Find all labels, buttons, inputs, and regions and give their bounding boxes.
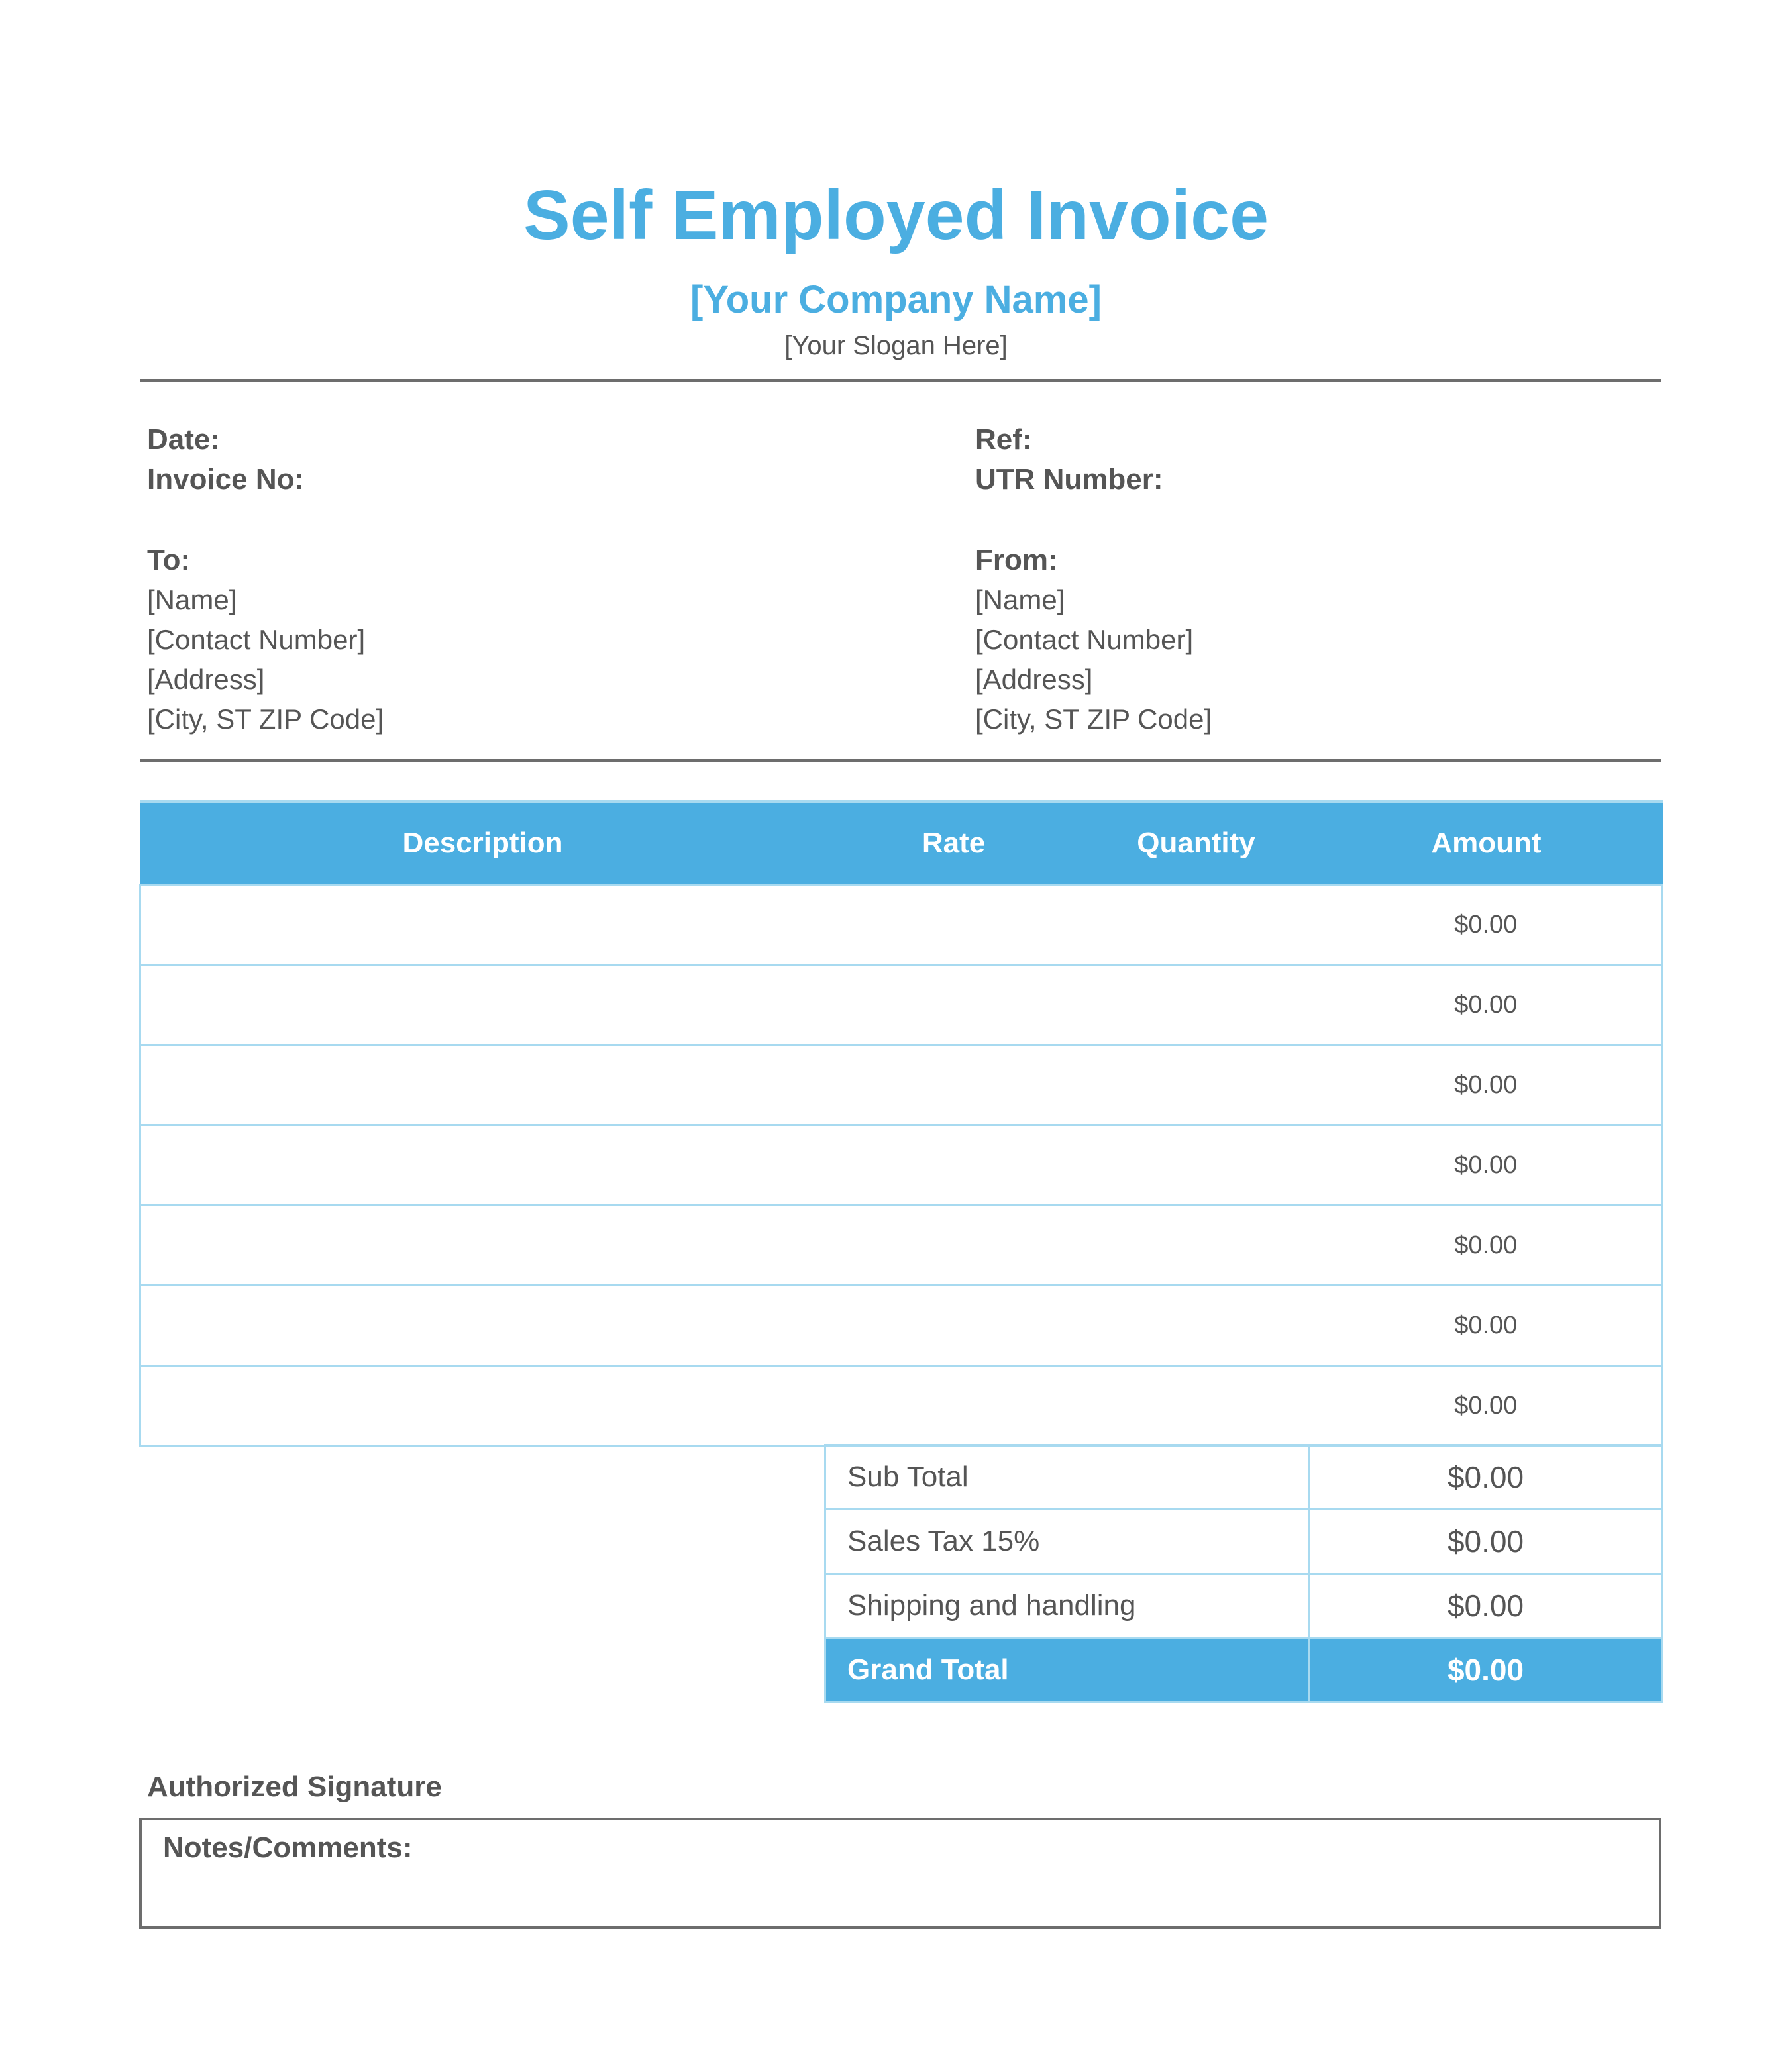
bill-from-block — [975, 541, 1212, 739]
description-cell[interactable] — [140, 1125, 825, 1206]
description-cell[interactable] — [140, 1286, 825, 1366]
from-address: [Address] — [975, 664, 1093, 695]
grand-total-label: Grand Total — [825, 1638, 1309, 1702]
items-header-row — [140, 801, 1663, 885]
description-cell[interactable] — [140, 965, 825, 1045]
rate-cell[interactable] — [825, 965, 1082, 1045]
description-cell[interactable] — [140, 885, 825, 965]
utr-number-label: UTR Number: — [975, 463, 1163, 495]
shipping-label: Shipping and handling — [825, 1574, 1309, 1638]
header-divider — [140, 379, 1661, 382]
column-header-rate: Rate — [825, 801, 1082, 885]
notes-box[interactable] — [139, 1818, 1661, 1929]
ref-label: Ref: — [975, 423, 1032, 456]
quantity-cell[interactable] — [1082, 965, 1310, 1045]
quantity-cell[interactable] — [1082, 1125, 1310, 1206]
description-cell[interactable] — [140, 1206, 825, 1286]
from-city: [City, ST ZIP Code] — [975, 703, 1212, 735]
company-slogan: [Your Slogan Here] — [784, 331, 1008, 360]
address-divider — [140, 759, 1661, 762]
rate-cell[interactable] — [825, 1286, 1082, 1366]
description-cell[interactable] — [140, 1045, 825, 1125]
amount-cell: $0.00 — [1310, 1045, 1663, 1125]
description-cell[interactable] — [140, 1366, 825, 1446]
to-city: [City, ST ZIP Code] — [147, 703, 384, 735]
table-row — [140, 885, 1663, 965]
subtotal-label: Sub Total — [825, 1445, 1309, 1510]
quantity-cell[interactable] — [1082, 1206, 1310, 1286]
to-name: [Name] — [147, 584, 237, 615]
totals-table — [824, 1444, 1661, 1703]
sales-tax-label: Sales Tax 15% — [825, 1510, 1309, 1574]
shipping-value: $0.00 — [1309, 1574, 1663, 1638]
date-label: Date: — [147, 423, 221, 456]
quantity-cell[interactable] — [1082, 885, 1310, 965]
grand-total-row — [825, 1638, 1663, 1702]
invoice-title: Self Employed Invoice — [523, 176, 1269, 254]
table-row — [140, 965, 1663, 1045]
table-row — [140, 1366, 1663, 1446]
quantity-cell[interactable] — [1082, 1045, 1310, 1125]
from-label: From: — [975, 544, 1058, 576]
rate-cell[interactable] — [825, 885, 1082, 965]
shipping-row — [825, 1574, 1663, 1638]
grand-total-value: $0.00 — [1309, 1638, 1663, 1702]
notes-label: Notes/Comments: — [163, 1832, 413, 1864]
subtotal-value: $0.00 — [1309, 1445, 1663, 1510]
column-header-description: Description — [140, 801, 825, 885]
quantity-cell[interactable] — [1082, 1286, 1310, 1366]
from-contact: [Contact Number] — [975, 624, 1194, 655]
rate-cell[interactable] — [825, 1366, 1082, 1446]
amount-cell: $0.00 — [1310, 1366, 1663, 1446]
quantity-cell[interactable] — [1082, 1366, 1310, 1446]
sales-tax-value: $0.00 — [1309, 1510, 1663, 1574]
amount-cell: $0.00 — [1310, 1206, 1663, 1286]
company-name: [Your Company Name] — [690, 278, 1102, 321]
table-row — [140, 1206, 1663, 1286]
sales-tax-row — [825, 1510, 1663, 1574]
table-row — [140, 1045, 1663, 1125]
amount-cell: $0.00 — [1310, 1286, 1663, 1366]
bill-to-block — [147, 541, 384, 739]
table-row — [140, 1286, 1663, 1366]
subtotal-row — [825, 1445, 1663, 1510]
authorized-signature-label: Authorized Signature — [147, 1771, 442, 1803]
invoice-no-label: Invoice No: — [147, 463, 305, 495]
rate-cell[interactable] — [825, 1206, 1082, 1286]
items-table — [139, 800, 1661, 1447]
rate-cell[interactable] — [825, 1125, 1082, 1206]
from-name: [Name] — [975, 584, 1065, 615]
amount-cell: $0.00 — [1310, 965, 1663, 1045]
to-contact: [Contact Number] — [147, 624, 366, 655]
to-address: [Address] — [147, 664, 265, 695]
amount-cell: $0.00 — [1310, 885, 1663, 965]
column-header-quantity: Quantity — [1082, 801, 1310, 885]
table-row — [140, 1125, 1663, 1206]
column-header-amount: Amount — [1310, 801, 1663, 885]
rate-cell[interactable] — [825, 1045, 1082, 1125]
to-label: To: — [147, 544, 191, 576]
amount-cell: $0.00 — [1310, 1125, 1663, 1206]
